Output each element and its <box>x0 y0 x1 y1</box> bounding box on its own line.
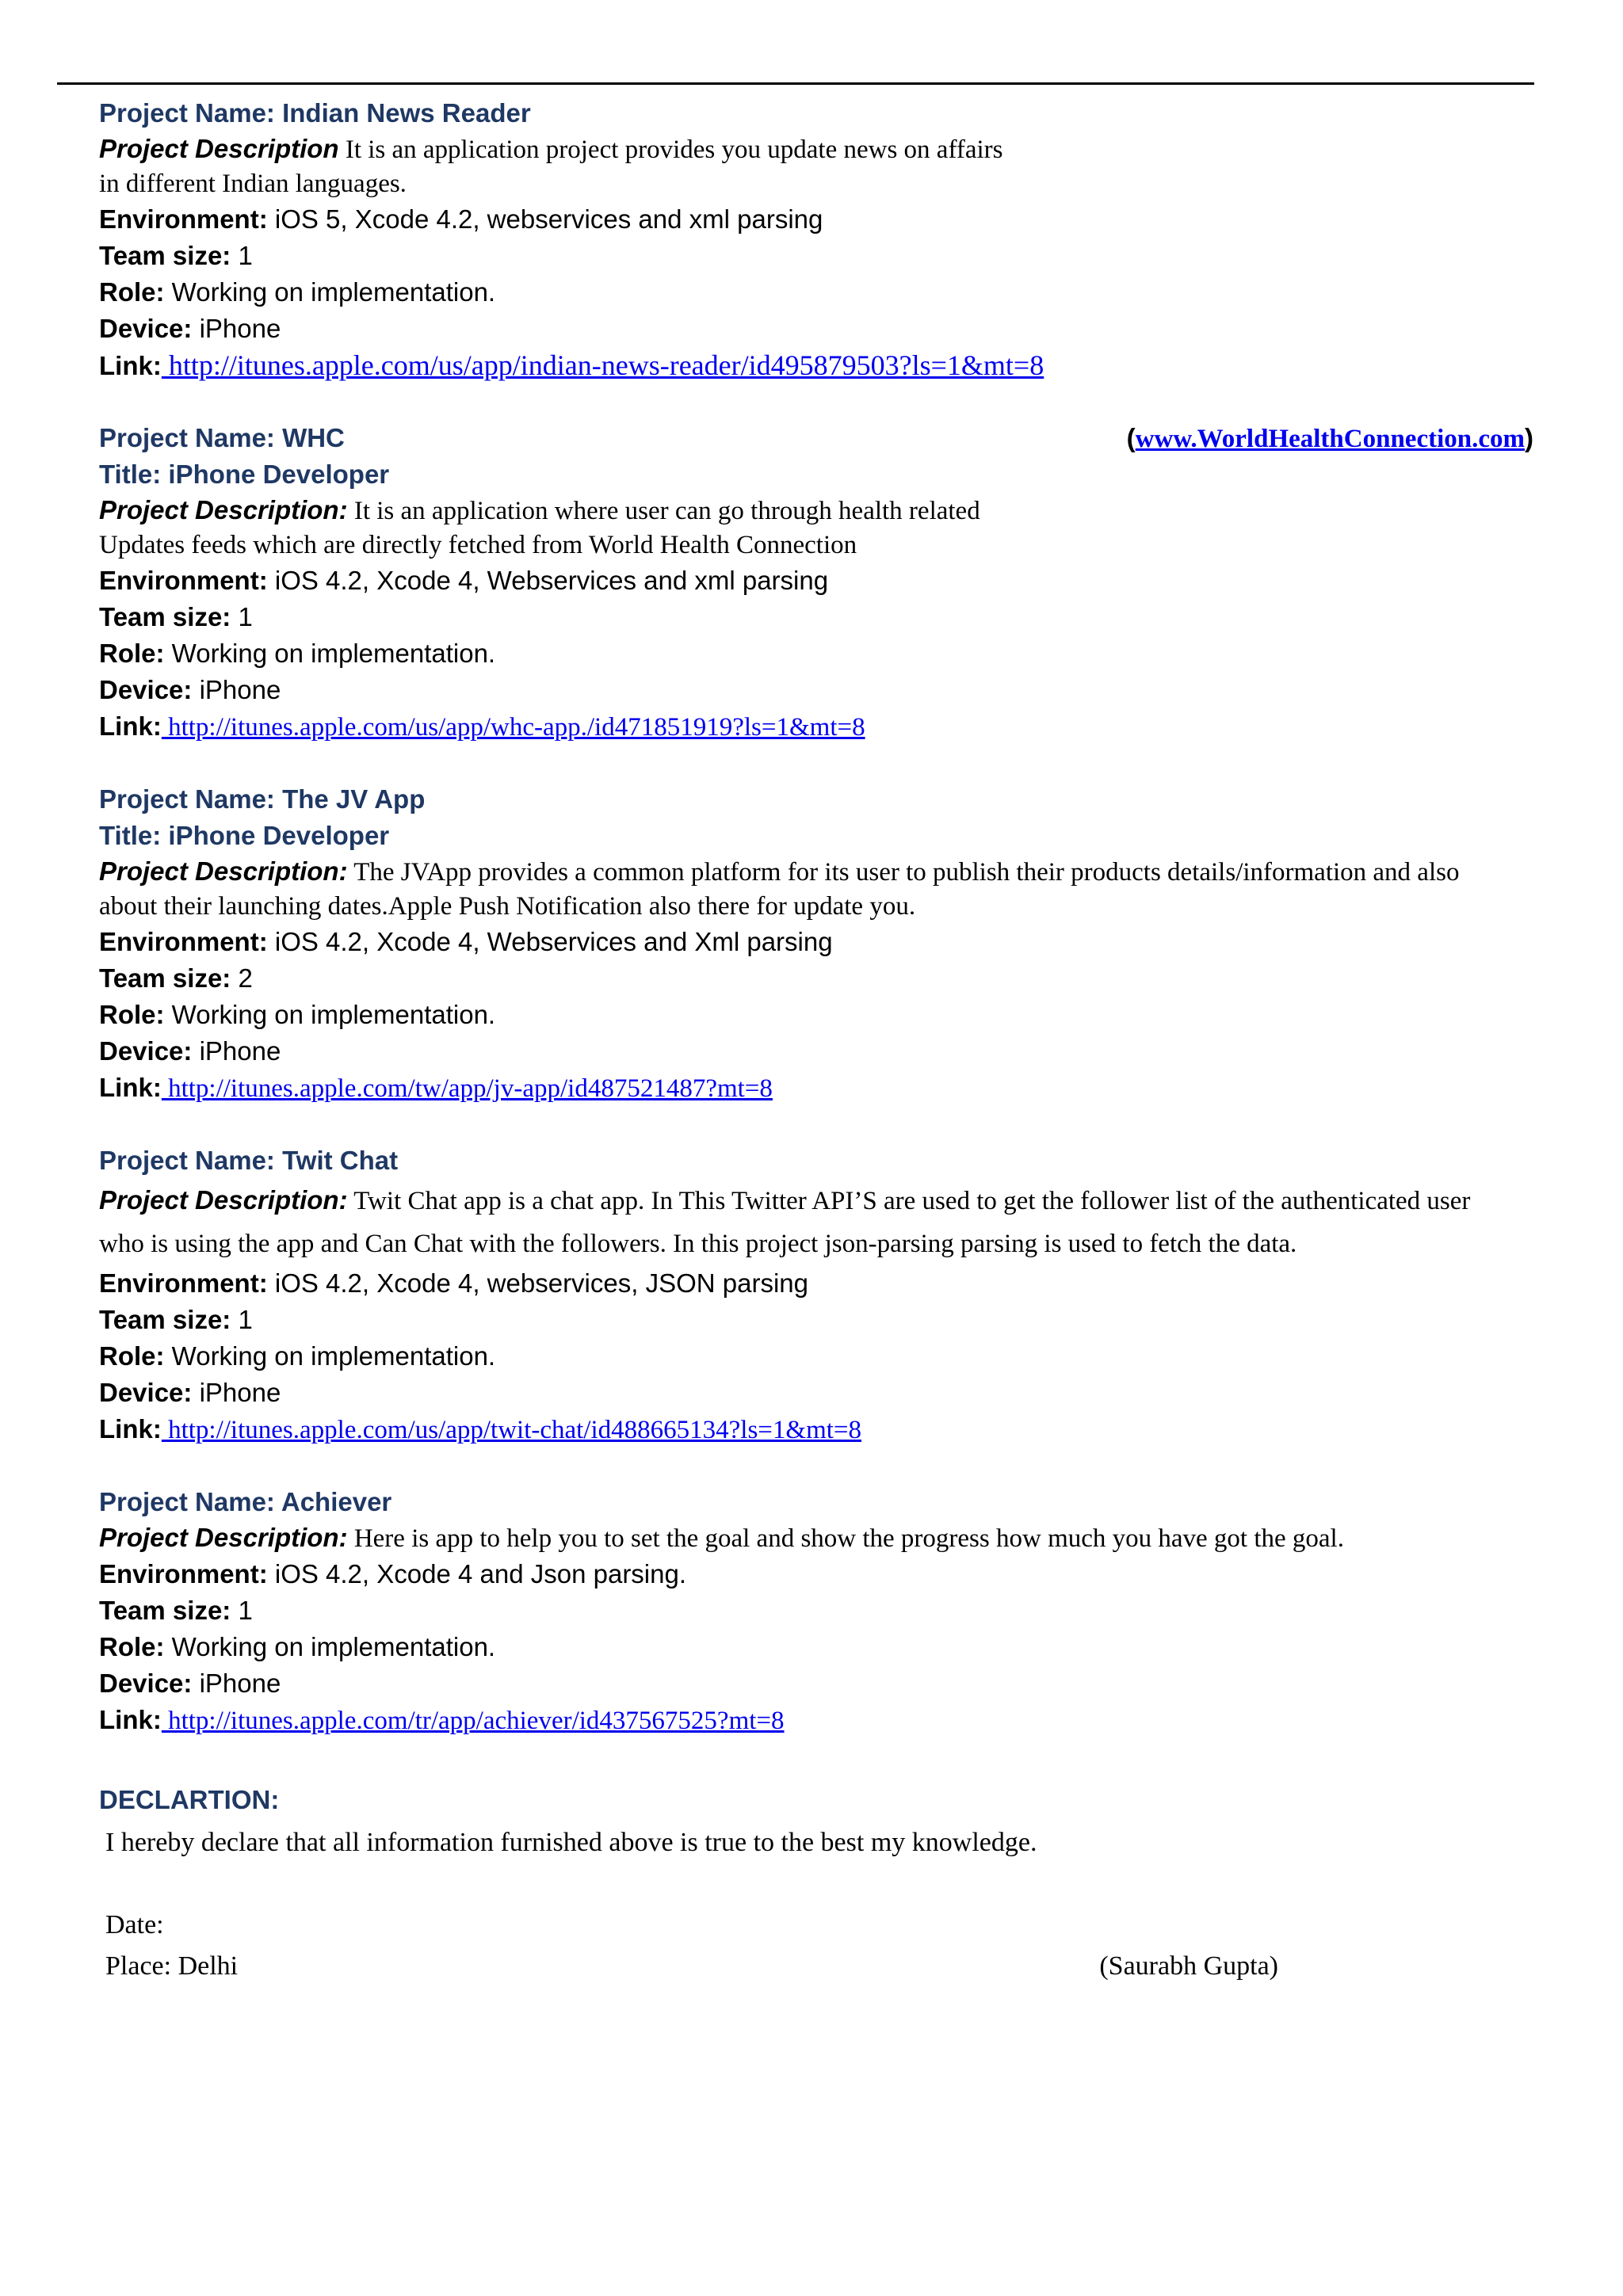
project-indian-news-reader <box>99 95 1549 383</box>
role-label: Role: <box>99 1632 165 1661</box>
description-text-continued: who is using the app and Can Chat with the followers. In this project json-parsing parsing is used to fetch the data. <box>99 1230 1297 1258</box>
environment-label: Environment: <box>99 927 268 956</box>
device-label: Device: <box>99 1036 193 1066</box>
website-reference: (www.WorldHealthConnection.com) <box>1126 423 1533 453</box>
device-label: Device: <box>99 1669 193 1698</box>
link-label: Link: <box>99 1705 162 1734</box>
device-label: Device: <box>99 675 193 704</box>
place-label: Place: Delhi <box>105 1951 239 1981</box>
app-store-link[interactable]: http://itunes.apple.com/tw/app/jv-app/id487521487?mt=8 <box>161 1074 773 1103</box>
team-size-value: 1 <box>231 241 253 270</box>
app-store-link[interactable]: http://itunes.apple.com/us/app/twit-chat/id488665134?ls=1&mt=8 <box>161 1416 862 1444</box>
environment-value: iOS 5, Xcode 4.2, webservices and xml parsing <box>267 204 823 234</box>
project-name: Project Name: The JV App <box>99 784 426 814</box>
role-value: Working on implementation. <box>164 639 496 668</box>
date-label: Date: <box>105 1910 164 1939</box>
description-label: Project Description: <box>99 1185 348 1215</box>
role-label: Role: <box>99 277 165 307</box>
team-size-row <box>99 238 1549 274</box>
role-row <box>99 274 1549 311</box>
role-label: Role: <box>99 1341 165 1371</box>
project-name: Project Name: Achiever <box>99 1487 392 1516</box>
team-size-value: 2 <box>231 963 253 993</box>
device-row <box>99 311 1549 347</box>
description-text-continued: Updates feeds which are directly fetched from World Health Connection <box>99 531 857 559</box>
description-text: It is an application where user can go through health related <box>347 497 980 525</box>
description-text-continued: in different Indian languages. <box>99 170 407 198</box>
declaration-section <box>99 1778 1549 1987</box>
environment-label: Environment: <box>99 566 268 595</box>
project-name: Project Name: Twit Chat <box>99 1146 399 1175</box>
description-label: Project Description: <box>99 856 348 886</box>
role-row <box>99 1338 1549 1375</box>
device-row <box>99 1375 1549 1411</box>
environment-row <box>99 924 1549 960</box>
device-value: iPhone <box>192 314 281 343</box>
team-size-row <box>99 599 1549 635</box>
link-row <box>99 347 1549 383</box>
device-value: iPhone <box>192 1669 281 1698</box>
environment-row <box>99 563 1549 599</box>
role-row <box>99 635 1549 672</box>
description-text: Twit Chat app is a chat app. In This Twitter API’S are used to get the follower list of the authenticated user <box>347 1187 1471 1215</box>
project-title: Title: iPhone Developer <box>99 821 390 850</box>
project-jv-app <box>99 781 1549 1106</box>
project-description <box>99 1520 1549 1556</box>
link-row <box>99 708 1549 745</box>
app-store-link[interactable]: http://itunes.apple.com/tr/app/achiever/id437567525?mt=8 <box>161 1707 785 1735</box>
role-row <box>99 1629 1549 1665</box>
description-label: Project Description: <box>99 495 348 524</box>
description-text: Here is app to help you to set the goal and show the progress how much you have got the goal. <box>347 1524 1344 1553</box>
signature-name: (Saurabh Gupta) <box>1099 1951 1278 1981</box>
device-row <box>99 1665 1549 1702</box>
project-title: Title: iPhone Developer <box>99 460 390 489</box>
description-label: Project Description: <box>99 1523 348 1552</box>
project-name: Project Name: Indian News Reader <box>99 98 531 128</box>
project-description <box>99 493 1549 563</box>
environment-value: iOS 4.2, Xcode 4 and Json parsing. <box>267 1559 687 1589</box>
link-label: Link: <box>99 711 162 741</box>
device-label: Device: <box>99 1378 193 1407</box>
environment-label: Environment: <box>99 1268 268 1298</box>
project-description <box>99 854 1549 924</box>
team-size-value: 1 <box>231 1596 253 1625</box>
declaration-text: I hereby declare that all information furnished above is true to the best my knowledge. <box>105 1828 1037 1857</box>
role-value: Working on implementation. <box>164 1000 496 1029</box>
environment-row <box>99 1556 1549 1592</box>
team-size-label: Team size: <box>99 1596 231 1625</box>
team-size-label: Team size: <box>99 241 231 270</box>
device-value: iPhone <box>192 1378 281 1407</box>
device-label: Device: <box>99 314 193 343</box>
role-label: Role: <box>99 1000 165 1029</box>
environment-row <box>99 201 1549 238</box>
environment-label: Environment: <box>99 1559 268 1589</box>
link-row <box>99 1411 1549 1447</box>
declaration-heading: DECLARTION: <box>99 1785 280 1814</box>
team-size-label: Team size: <box>99 1305 231 1334</box>
role-row <box>99 997 1549 1033</box>
project-achiever <box>99 1484 1549 1738</box>
description-text-continued: about their launching dates.Apple Push Notification also there for update you. <box>99 892 916 921</box>
team-size-value: 1 <box>231 602 253 631</box>
link-label: Link: <box>99 1073 162 1102</box>
device-row <box>99 1033 1549 1070</box>
app-store-link[interactable]: http://itunes.apple.com/us/app/indian-news-reader/id495879503?ls=1&mt=8 <box>161 349 1044 381</box>
app-store-link[interactable]: http://itunes.apple.com/us/app/whc-app./id471851919?ls=1&mt=8 <box>161 713 865 742</box>
environment-value: iOS 4.2, Xcode 4, Webservices and xml parsing <box>267 566 829 595</box>
role-label: Role: <box>99 639 165 668</box>
link-row <box>99 1070 1549 1106</box>
project-name-row <box>99 420 1533 456</box>
team-size-row <box>99 960 1549 997</box>
environment-value: iOS 4.2, Xcode 4, Webservices and Xml parsing <box>267 927 833 956</box>
device-row <box>99 672 1549 708</box>
role-value: Working on implementation. <box>164 1341 496 1371</box>
team-size-label: Team size: <box>99 602 231 631</box>
project-description <box>99 132 1549 201</box>
team-size-label: Team size: <box>99 963 231 993</box>
environment-value: iOS 4.2, Xcode 4, webservices, JSON parsing <box>267 1268 808 1298</box>
description-text: It is an application project provides you update news on affairs <box>338 135 1003 164</box>
website-link[interactable]: www.WorldHealthConnection.com <box>1135 425 1525 453</box>
team-size-value: 1 <box>231 1305 253 1334</box>
team-size-row <box>99 1592 1549 1629</box>
device-value: iPhone <box>192 1036 281 1066</box>
device-value: iPhone <box>192 675 281 704</box>
place-signature-row <box>99 1946 1278 1987</box>
environment-row <box>99 1265 1549 1302</box>
project-name: Project Name: WHC <box>99 423 345 452</box>
top-rule <box>57 82 1534 85</box>
role-value: Working on implementation. <box>164 1632 496 1661</box>
resume-page <box>99 95 1549 1987</box>
link-label: Link: <box>99 351 162 380</box>
team-size-row <box>99 1302 1549 1338</box>
link-row <box>99 1702 1549 1738</box>
link-label: Link: <box>99 1414 162 1444</box>
project-twit-chat <box>99 1142 1549 1447</box>
environment-label: Environment: <box>99 204 268 234</box>
role-value: Working on implementation. <box>164 277 496 307</box>
project-whc <box>99 420 1549 745</box>
description-label: Project Description <box>99 134 339 163</box>
project-description <box>99 1179 1549 1265</box>
description-text: The JVApp provides a common platform for its user to publish their products details/information and also <box>347 858 1460 887</box>
